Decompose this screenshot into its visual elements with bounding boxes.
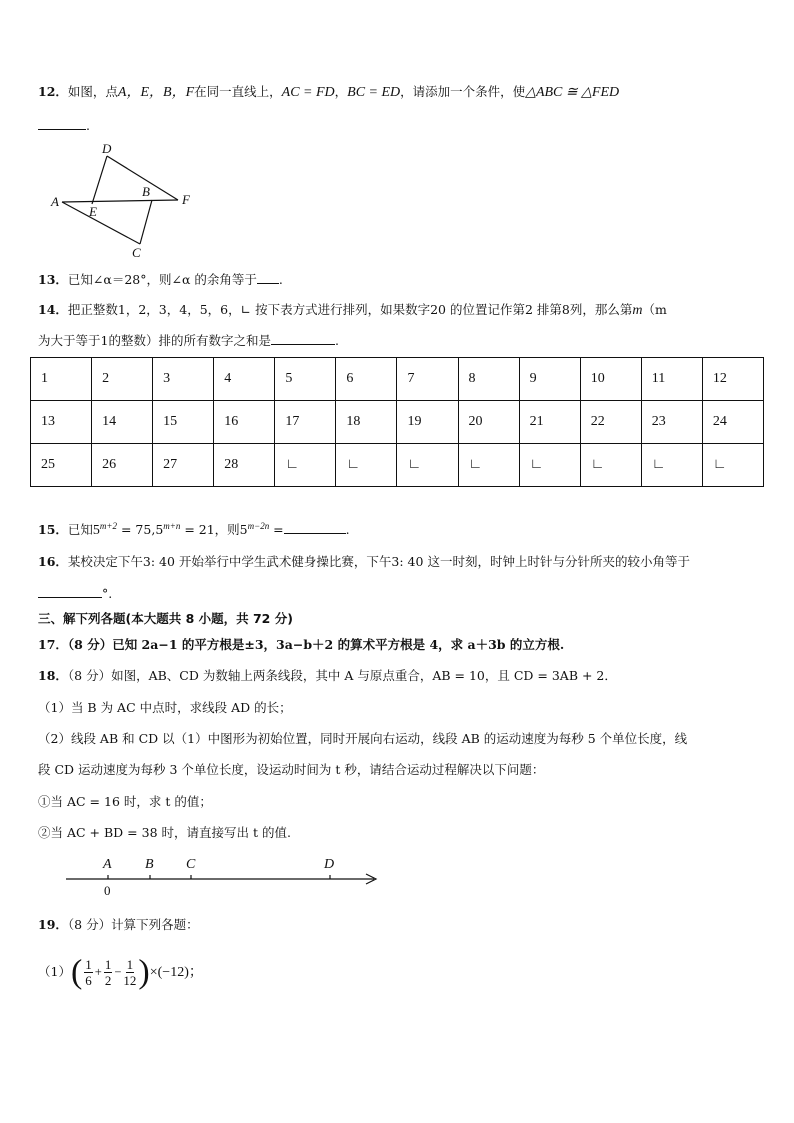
q16-text: 某校决定下午3: 40 开始举行中学生武术健身操比赛，下午3: 40 这一时刻，时钟上时针与分针所夹的较小角等于: [67, 554, 690, 569]
fraction-1-12: $\frac{1}{12}$: [123, 957, 137, 988]
table-cell: 5: [275, 358, 336, 401]
table-cell: 9: [519, 358, 580, 401]
q16-answer-blank[interactable]: [38, 585, 102, 598]
q12-cond1: AC = FD: [281, 85, 335, 100]
q12-cond2: BC = ED: [347, 85, 401, 100]
q15-sup3: m−2n: [247, 521, 270, 531]
table-cell: ∟: [641, 444, 702, 487]
q12-sep: ，: [334, 84, 348, 99]
table-cell: 4: [214, 358, 275, 401]
q19-part1-tail: ×(−12)；: [149, 965, 203, 980]
q16-end: °.: [102, 586, 113, 601]
q13-line: [38, 271, 283, 289]
q15-end: .: [345, 522, 350, 538]
numberline-origin: 0: [104, 883, 111, 898]
q15-text-a: 已知: [67, 522, 93, 538]
fig-label-c: C: [132, 245, 141, 260]
table-cell: 8: [458, 358, 519, 401]
table-row: [31, 401, 764, 444]
q14-end: .: [334, 333, 339, 348]
table-cell: ∟: [397, 444, 458, 487]
q19-number: 19．: [38, 917, 68, 932]
q14-line2: [38, 332, 339, 350]
fig-label-a: A: [51, 194, 59, 209]
table-row: [31, 358, 764, 401]
q12-text-c: ，请添加一个条件，使: [400, 84, 526, 99]
q18-number-line: [60, 852, 390, 902]
fig-label-d: D: [102, 141, 112, 156]
table-cell: 18: [336, 401, 397, 444]
q15-expr1: 5: [92, 523, 100, 539]
table-cell: 26: [92, 444, 153, 487]
q12-points: A，E，B，F: [117, 85, 195, 100]
q15-sup1: m+2: [99, 521, 117, 531]
table-cell: ∟: [336, 444, 397, 487]
table-cell: 15: [153, 401, 214, 444]
q15-number: 15．: [38, 522, 68, 538]
q13-number: 13．: [38, 272, 68, 287]
table-cell: ∟: [458, 444, 519, 487]
q19-part1-label: （1）: [38, 964, 71, 979]
table-cell: 22: [580, 401, 641, 444]
q19-part1: （1）( $\frac{1}{6}$ + $\frac{1}{2}$ − $\frac{1}{12}$ )×(−12)；: [38, 953, 203, 991]
table-cell: 21: [519, 401, 580, 444]
q18-sub2a: （2）线段 AB 和 CD 以（1）中图形为初始位置，同时开展向右运动，线段 AB 的运动速度为每秒 5 个单位长度，线: [38, 731, 688, 746]
fig-label-b: B: [142, 184, 150, 199]
table-cell: ∟: [275, 444, 336, 487]
q18-sub2b: 段 CD 运动速度为每秒 3 个单位长度，设运动时间为 t 秒，请结合运动过程解决以下问题：: [38, 762, 545, 777]
numberline-label-a: A: [103, 857, 112, 872]
q14-line1: [38, 301, 667, 320]
q12-figure: [48, 140, 208, 260]
q12-text-a: 如图，点: [67, 84, 118, 99]
q15-sup2: m+n: [163, 521, 181, 531]
q15-expr3: 5: [239, 522, 248, 538]
table-cell: 17: [275, 401, 336, 444]
q18-line1: [38, 667, 617, 685]
right-paren: ): [138, 953, 150, 991]
section3-title: 三、解下列各题(本大题共 8 小题，共 72 分): [38, 611, 293, 626]
table-cell: 20: [458, 401, 519, 444]
table-cell: 13: [31, 401, 92, 444]
q12-line2: [38, 117, 90, 135]
table-cell: 28: [214, 444, 275, 487]
table-cell: 19: [397, 401, 458, 444]
table-cell: 1: [31, 358, 92, 401]
q15-expr2: 5: [155, 522, 164, 538]
table-cell: 11: [641, 358, 702, 401]
table-cell: 25: [31, 444, 92, 487]
table-cell: 14: [92, 401, 153, 444]
numberline-label-d: D: [324, 857, 335, 872]
q17-line: [38, 636, 564, 654]
q16-number: 16．: [38, 554, 68, 569]
q17-text: （8 分）已知 2a−1 的平方根是±3，3a−b＋2 的算术平方根是 4，求 a＋3b 的立方根.: [67, 637, 565, 652]
numberline-label-b: B: [145, 857, 154, 872]
q18-text: （8 分）如图，AB、CD 为数轴上两条线段，其中 A 与原点重合，AB = 10，且 CD = 3AB + 2．: [67, 668, 617, 683]
q13-answer-blank[interactable]: [257, 271, 279, 284]
table-cell: 23: [641, 401, 702, 444]
table-cell: 12: [702, 358, 763, 401]
q15-eq1: = 75,: [117, 522, 156, 538]
table-cell: 6: [336, 358, 397, 401]
q15-line: [38, 517, 350, 540]
q15-eq2: = 21，则: [180, 522, 240, 538]
q18-number: 18．: [38, 668, 68, 683]
table-cell: 16: [214, 401, 275, 444]
table-cell: ∟: [519, 444, 580, 487]
q12-line1: [38, 83, 619, 102]
numberline-label-c: C: [186, 857, 196, 872]
q14-number: 14．: [38, 302, 68, 317]
table-cell: 2: [92, 358, 153, 401]
q14-var-m: m: [632, 303, 643, 318]
q16-line1: [38, 553, 690, 571]
q13-end: .: [278, 272, 283, 287]
q19-line: [38, 916, 199, 934]
q18-sub1: （1）当 B 为 AC 中点时，求线段 AD 的长；: [38, 700, 292, 715]
q12-answer-blank[interactable]: [38, 117, 86, 130]
fraction-1-2: $\frac{1}{2}$: [104, 957, 112, 988]
fig-label-f: F: [182, 192, 190, 207]
q16-line2: [38, 585, 112, 603]
q12-end: .: [86, 118, 90, 133]
table-cell: 10: [580, 358, 641, 401]
q17-number: 17．: [38, 637, 68, 652]
q14-line1-text: 把正整数1，2，3，4，5，6，∟ 按下表方式进行排列，如果数字20 的位置记作第2 排第8列，那么第: [67, 302, 633, 317]
q12-number: 12．: [38, 84, 68, 99]
table-cell: 7: [397, 358, 458, 401]
fig-label-e: E: [89, 204, 97, 219]
table-cell: ∟: [580, 444, 641, 487]
q18-item2: ②当 AC + BD = 38 时，请直接写出 t 的值.: [38, 825, 291, 840]
table-cell: 3: [153, 358, 214, 401]
q14-answer-blank[interactable]: [271, 332, 335, 345]
left-paren: (: [70, 953, 83, 991]
q19-text: （8 分）计算下列各题：: [67, 917, 199, 932]
q18-item1: ①当 AC = 16 时，求 t 的值；: [38, 794, 212, 809]
table-row: [31, 444, 764, 487]
table-cell: ∟: [702, 444, 763, 487]
fraction-1-6: $\frac{1}{6}$: [85, 957, 92, 988]
q15-answer-blank[interactable]: [284, 521, 346, 534]
q14-line1-end: （m: [642, 302, 667, 317]
q12-text-b: 在同一直线上，: [194, 84, 282, 99]
q15-eq3: =: [269, 522, 284, 538]
table-cell: 24: [702, 401, 763, 444]
table-cell: 27: [153, 444, 214, 487]
q14-line2-text: 为大于等于1的整数）排的所有数字之和是: [38, 333, 271, 348]
number-arrangement-table: [30, 357, 764, 487]
q12-goal: △ABC ≅ △FED: [525, 85, 620, 100]
q13-text: 已知∠α＝28°，则∠α 的余角等于: [67, 272, 257, 287]
